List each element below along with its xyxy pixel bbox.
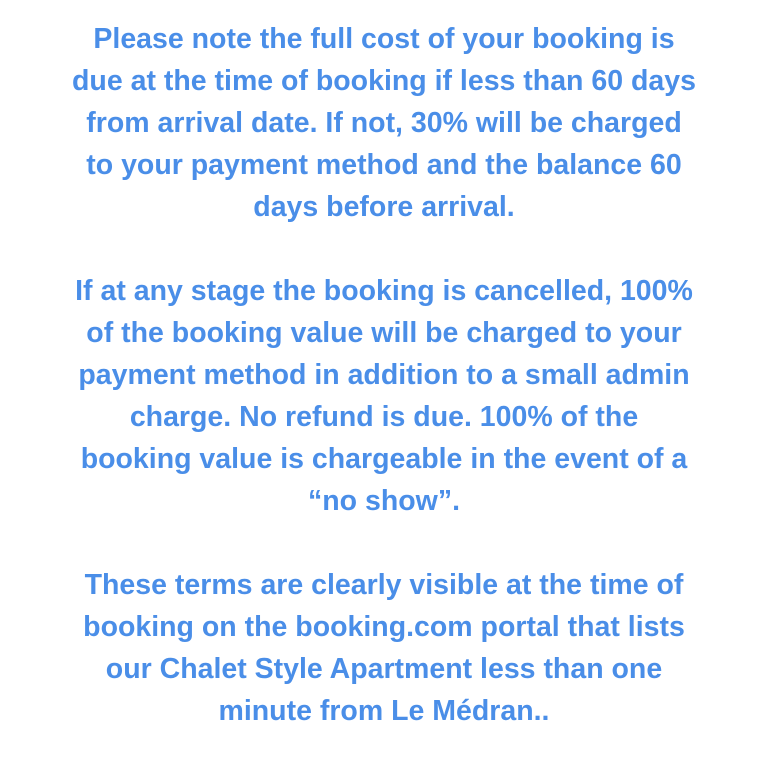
text-line: payment method in addition to a small admin: [78, 359, 690, 391]
text-line: booking on the booking.com portal that lists: [83, 611, 685, 643]
visibility-terms-paragraph: [0, 564, 768, 732]
paragraph-spacer: [0, 228, 768, 270]
text-line: due at the time of booking if less than 60 days: [72, 65, 696, 97]
text-line: to your payment method and the balance 60: [86, 149, 682, 181]
text-line: of the booking value will be charged to your: [86, 317, 682, 349]
text-line: Please note the full cost of your booking is: [93, 23, 675, 55]
text-line: from arrival date. If not, 30% will be charged: [86, 107, 682, 139]
text-line: our Chalet Style Apartment less than one: [105, 653, 663, 685]
text-line: booking value is chargeable in the event of a: [80, 443, 688, 475]
paragraph-spacer: [0, 522, 768, 564]
text-line: charge. No refund is due. 100% of the: [129, 401, 639, 433]
text-line: days before arrival.: [253, 191, 515, 223]
cancellation-terms-paragraph: [0, 270, 768, 522]
payment-terms-paragraph: [0, 18, 768, 228]
text-line: “no show”.: [308, 485, 460, 517]
text-line: If at any stage the booking is cancelled, 100%: [75, 275, 693, 307]
text-line: These terms are clearly visible at the time of: [84, 569, 684, 601]
text-line: minute from Le Médran..: [218, 695, 550, 727]
